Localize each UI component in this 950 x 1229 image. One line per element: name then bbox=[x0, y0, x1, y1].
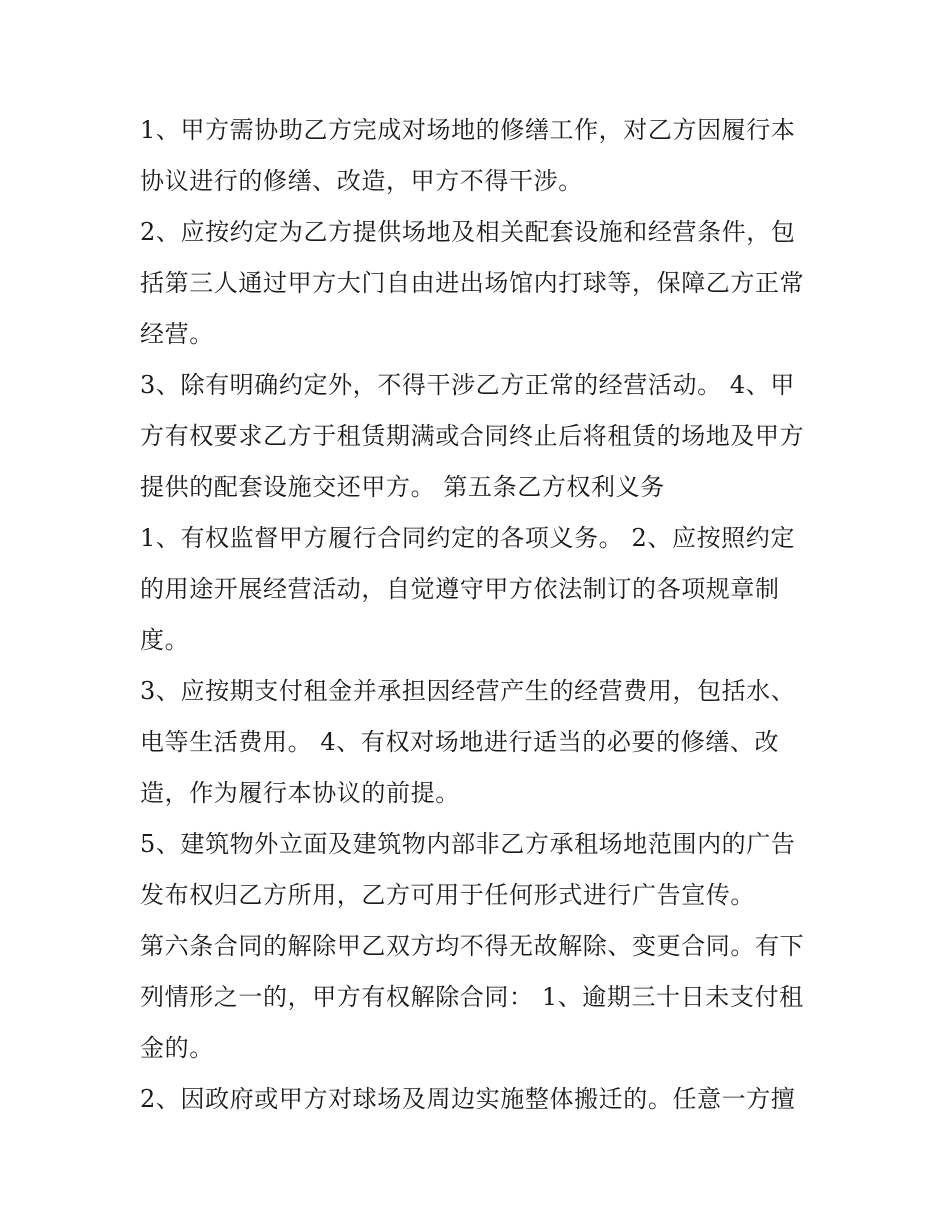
text-line: 括第三人通过甲方大门自由进出场馆内打球等，保障乙方正常 bbox=[140, 269, 805, 297]
text-line: 第六条合同的解除甲乙双方均不得无故解除、变更合同。有下 bbox=[140, 932, 805, 960]
text-line: 协议进行的修缮、改造，甲方不得干涉。 bbox=[140, 167, 583, 195]
document-body bbox=[140, 105, 820, 1125]
text-line: 5、建筑物外立面及建筑物内部非乙方承租场地范围内的广告 bbox=[140, 830, 796, 858]
text-line: 提供的配套设施交还甲方。 第五条乙方权利义务 bbox=[140, 473, 665, 501]
text-line: 1、甲方需协助乙方完成对场地的修缮工作，对乙方因履行本 bbox=[140, 116, 796, 144]
text-line: 发布权归乙方所用，乙方可用于任何形式进行广告宣传。 bbox=[140, 881, 755, 909]
text-line: 方有权要求乙方于租赁期满或合同终止后将租赁的场地及甲方 bbox=[140, 422, 805, 450]
text-line: 1、有权监督甲方履行合同约定的各项义务。 2、应按照约定 bbox=[140, 524, 795, 552]
text-line: 3、应按期支付租金并承担因经营产生的经营费用，包括水、 bbox=[140, 677, 796, 705]
text-line: 度。 bbox=[140, 626, 190, 654]
text-line: 3、除有明确约定外，不得干涉乙方正常的经营活动。 4、甲 bbox=[140, 371, 795, 399]
text-line: 的用途开展经营活动，自觉遵守甲方依法制订的各项规章制 bbox=[140, 575, 780, 603]
text-line: 2、因政府或甲方对球场及周边实施整体搬迁的。任意一方擅 bbox=[140, 1085, 796, 1113]
text-line: 2、应按约定为乙方提供场地及相关配套设施和经营条件，包 bbox=[140, 218, 796, 246]
text-line: 金的。 bbox=[140, 1034, 214, 1062]
text-line: 列情形之一的，甲方有权解除合同： 1、逾期三十日未支付租 bbox=[140, 983, 804, 1011]
text-line: 造，作为履行本协议的前提。 bbox=[140, 779, 460, 807]
text-line: 经营。 bbox=[140, 320, 214, 348]
text-line: 电等生活费用。 4、有权对场地进行适当的必要的修缮、改 bbox=[140, 728, 780, 756]
